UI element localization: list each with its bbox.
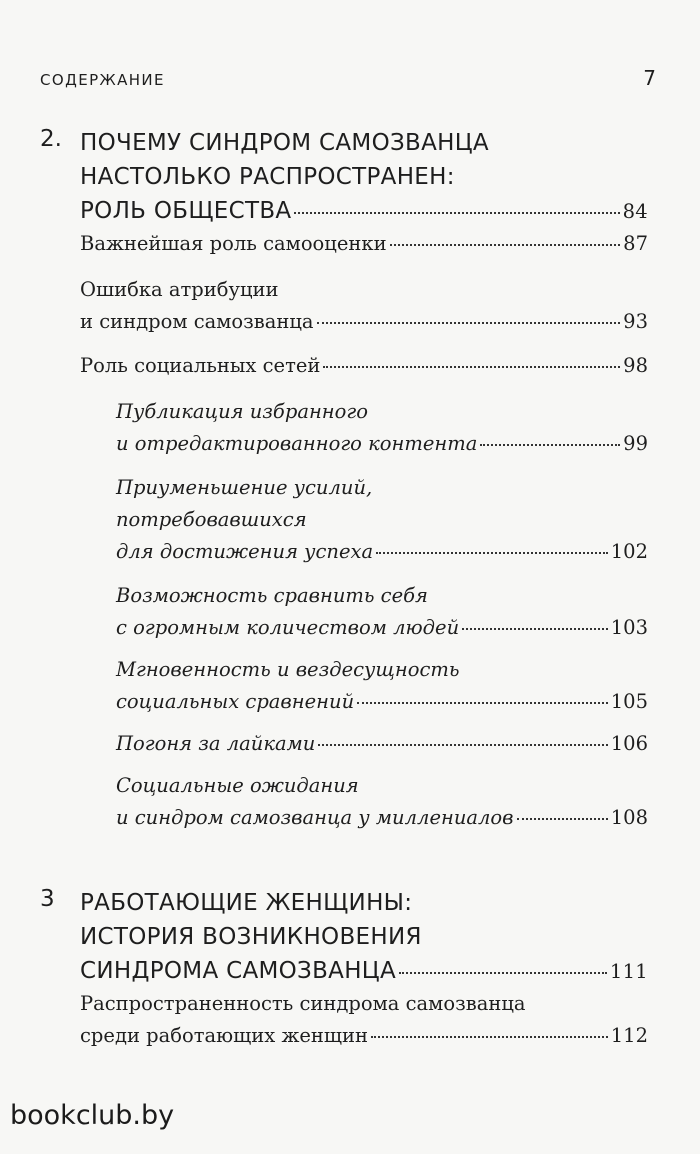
subsection-title-line: с огромным количеством людей bbox=[116, 616, 460, 639]
subsection-title-line: и синдром самозванца у миллениалов bbox=[116, 806, 514, 829]
dot-leader bbox=[376, 552, 608, 554]
chapter-number: 3 bbox=[40, 886, 55, 912]
toc-page-number: 108 bbox=[610, 806, 648, 829]
toc-subsection-entry[interactable] bbox=[116, 654, 648, 718]
site-watermark: bookclub.by bbox=[10, 1100, 175, 1131]
dot-leader bbox=[517, 818, 608, 820]
page-number: 7 bbox=[643, 66, 656, 90]
toc-page-number: 103 bbox=[610, 616, 648, 639]
dot-leader bbox=[480, 444, 620, 446]
subsection-title-line: потребовавшихся bbox=[116, 508, 307, 531]
toc-section-entry[interactable] bbox=[80, 350, 648, 382]
toc-page-number: 105 bbox=[610, 690, 648, 713]
toc-chapter-entry[interactable] bbox=[80, 126, 648, 228]
subsection-title-line: и отредактированного контента bbox=[116, 432, 478, 455]
toc-page-number: 93 bbox=[623, 310, 648, 333]
subsection-title-line: Публикация избранного bbox=[116, 400, 368, 423]
chapter-title-line: ИСТОРИЯ ВОЗНИКНОВЕНИЯ bbox=[80, 924, 422, 950]
toc-subsection-entry[interactable] bbox=[116, 472, 648, 568]
toc-section-entry[interactable] bbox=[80, 274, 648, 338]
section-title-line: Роль социальных сетей bbox=[80, 354, 321, 377]
subsection-title-line: социальных сравнений bbox=[116, 690, 355, 713]
subsection-title-line: Возможность сравнить себя bbox=[116, 584, 428, 607]
toc-subsection-entry[interactable] bbox=[116, 396, 648, 460]
chapter-title-line: РОЛЬ ОБЩЕСТВА bbox=[80, 198, 292, 224]
chapter-title-line: НАСТОЛЬКО РАСПРОСТРАНЕН: bbox=[80, 164, 455, 190]
toc-page-number: 84 bbox=[622, 200, 648, 223]
toc-subsection-entry[interactable] bbox=[116, 580, 648, 644]
dot-leader bbox=[371, 1036, 608, 1038]
subsection-title-line: для достижения успеха bbox=[116, 540, 374, 563]
toc-section-entry[interactable] bbox=[80, 988, 648, 1052]
toc-section-entry[interactable] bbox=[80, 228, 648, 260]
subsection-title-line: Приуменьшение усилий, bbox=[116, 476, 373, 499]
toc-page-number: 106 bbox=[610, 732, 648, 755]
dot-leader bbox=[318, 744, 607, 746]
section-title-line: Важнейшая роль самооценки bbox=[80, 232, 387, 255]
chapter-title-line: РАБОТАЮЩИЕ ЖЕНЩИНЫ: bbox=[80, 890, 413, 916]
toc-page-number: 99 bbox=[623, 432, 648, 455]
running-head-title: СОДЕРЖАНИЕ bbox=[40, 71, 165, 89]
section-title-line: Распространенность синдрома самозванца bbox=[80, 992, 526, 1015]
section-title-line: среди работающих женщин bbox=[80, 1024, 369, 1047]
toc-page-number: 98 bbox=[623, 354, 648, 377]
section-title-line: и синдром самозванца bbox=[80, 310, 314, 333]
subsection-title-line: Мгновенность и вездесущность bbox=[116, 658, 460, 681]
dot-leader bbox=[294, 212, 619, 214]
section-title-line: Ошибка атрибуции bbox=[80, 278, 279, 301]
subsection-title-line: Погоня за лайками bbox=[116, 732, 316, 755]
chapter-title-line: СИНДРОМА САМОЗВАНЦА bbox=[80, 958, 396, 984]
dot-leader bbox=[390, 244, 621, 246]
dot-leader bbox=[357, 702, 608, 704]
toc-page-number: 87 bbox=[623, 232, 648, 255]
dot-leader bbox=[399, 972, 607, 974]
toc-page-number: 102 bbox=[610, 540, 648, 563]
subsection-title-line: Социальные ожидания bbox=[116, 774, 359, 797]
toc-chapter-entry[interactable] bbox=[80, 886, 648, 988]
chapter-title-line: ПОЧЕМУ СИНДРОМ САМОЗВАНЦА bbox=[80, 130, 489, 156]
toc-page-number: 111 bbox=[609, 960, 648, 983]
running-head bbox=[40, 66, 660, 90]
toc-subsection-entry[interactable] bbox=[116, 770, 648, 834]
toc-subsection-entry[interactable] bbox=[116, 728, 648, 760]
chapter-number: 2. bbox=[40, 126, 62, 152]
dot-leader bbox=[317, 322, 621, 324]
dot-leader bbox=[462, 628, 608, 630]
dot-leader bbox=[323, 366, 620, 368]
toc-page-number: 112 bbox=[610, 1024, 648, 1047]
